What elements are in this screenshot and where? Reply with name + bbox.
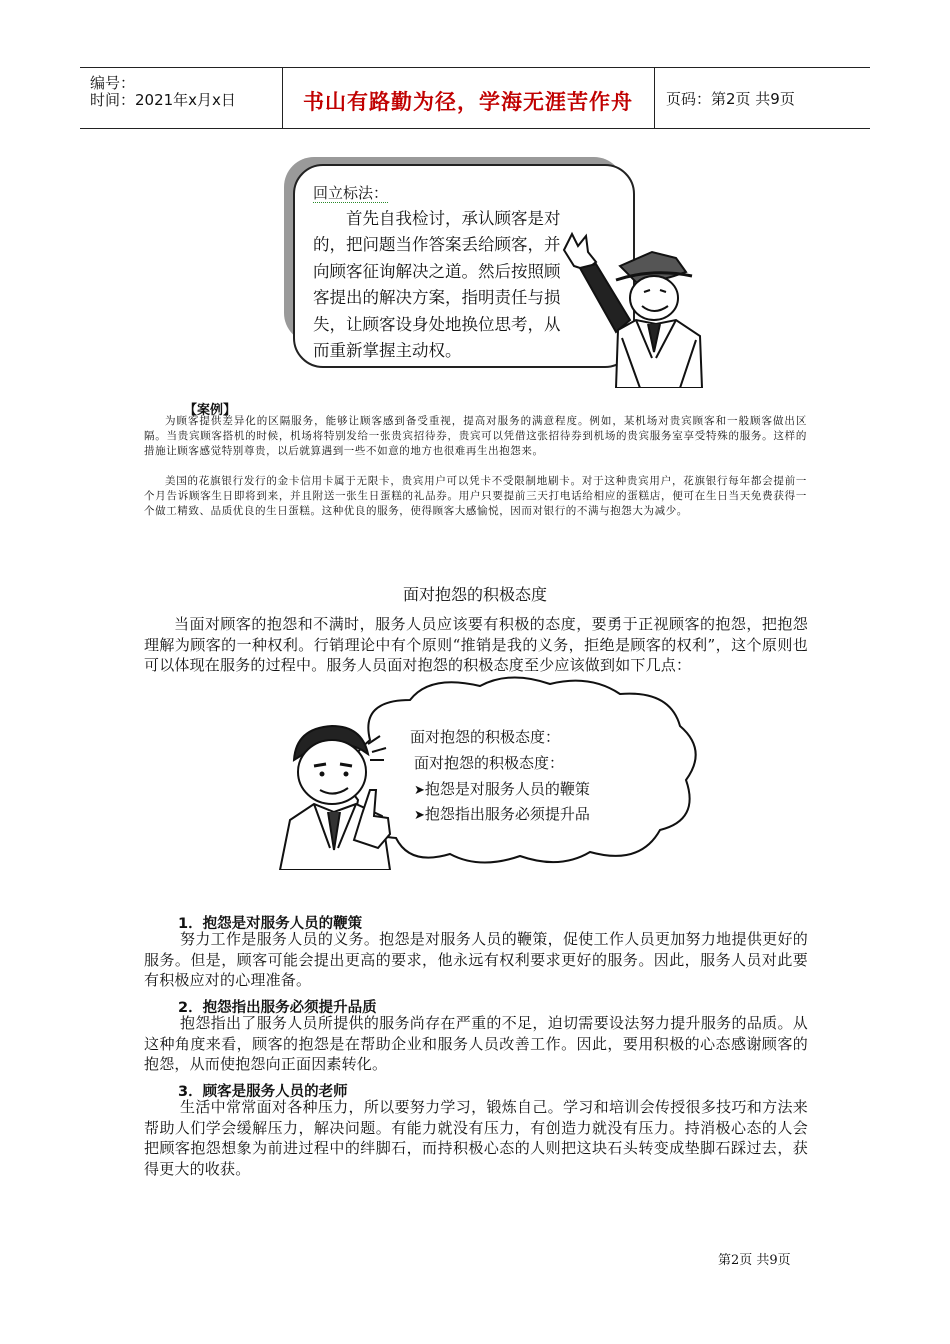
header-bottom-rule bbox=[80, 128, 870, 129]
case-paragraph: 美国的花旗银行发行的金卡信用卡属于无限卡，贵宾用户可以凭卡不受限制地刷卡。对于这种贵宾用户，花旗银行每年都会提前一个月告诉顾客生日即将到来，并且附送一张生日蛋糕的礼品券。用户只要提前三天打电话给相应的蛋糕店，便可在生日当天免费获得一个做工精致、品质优良的生日蛋糕。这种优良的服务，使得顾客大感愉悦，因而对银行的不满与抱怨大为减少。 bbox=[144, 475, 807, 517]
header-divider bbox=[654, 67, 655, 129]
footer-page-number: 第2页 共9页 bbox=[718, 1253, 791, 1268]
point-heading: 2．抱怨指出服务必须提升品质 bbox=[178, 1000, 377, 1016]
case-heading: 【案例】 bbox=[184, 403, 237, 418]
arrow-bullet-icon: ➤ bbox=[414, 783, 425, 798]
document-number-label: 编号： bbox=[90, 74, 136, 92]
point-heading: 3．顾客是服务人员的老师 bbox=[178, 1084, 348, 1100]
presenter-man-illustration bbox=[556, 228, 706, 388]
cloud-title: 面对抱怨的积极态度： bbox=[410, 728, 561, 746]
point-heading: 1．抱怨是对服务人员的鞭策 bbox=[178, 916, 363, 932]
point-body: 生活中常常面对各种压力，所以要努力学习，锻炼自己。学习和培训会传授很多技巧和方法来帮助人们学会缓解压力，解决问题。有能力就没有压力，有创造力就没有压力。持消极心态的人会把顾客抱怨想象为前进过程中的绊脚石，而持积极心态的人则把这块石头转变成垫脚石踩过去，获得更大的收获。 bbox=[144, 1098, 808, 1178]
cloud-bullet: ➤抱怨是对服务人员的鞭策 bbox=[414, 780, 590, 798]
speech-box-title: 回立标法： bbox=[313, 184, 389, 202]
header-motto: 书山有路勤为径，学海无涯苦作舟 bbox=[303, 90, 633, 114]
speech-box-text: 首先自我检讨，承认顾客是对的，把问题当作答案丢给顾客，并向顾客征询解决之道。然后按照顾客提出的解决方案，指明责任与损失，让顾客设身处地换位思考，从而重新掌握主动权。 bbox=[313, 209, 561, 361]
point-body: 努力工作是服务人员的义务。抱怨是对服务人员的鞭策，促使工作人员更加努力地提供更好的服务。但是，顾客可能会提出更高的要求，他永远有权利要求更好的服务。因此，服务人员对此要有积极应对的心理准备。 bbox=[144, 930, 808, 989]
section-title: 面对抱怨的积极态度 bbox=[402, 585, 547, 604]
pointing-man-illustration bbox=[270, 720, 410, 870]
case-paragraph: 为顾客提供差异化的区隔服务，能够让顾客感到备受重视，提高对服务的满意程度。例如，某机场对贵宾顾客和一般顾客做出区隔。当贵宾顾客搭机的时候，机场将特别发给一张贵宾招待券，贵宾可以凭借这张招待券到机场的贵宾服务室享受特殊的服务。这样的措施让顾客感觉特别尊贵，以后就算遇到一些不如意的地方也很难再生出抱怨来。 bbox=[144, 415, 807, 457]
cloud-subtitle: 面对抱怨的积极态度： bbox=[414, 754, 565, 772]
cloud-bullet: ➤抱怨指出服务必须提升品 bbox=[414, 805, 590, 823]
header-page-number: 页码：第2页 共9页 bbox=[666, 90, 795, 108]
document-date: 时间：2021年x月x日 bbox=[90, 91, 236, 109]
section-intro: 当面对顾客的抱怨和不满时，服务人员应该要有积极的态度，要勇于正视顾客的抱怨，把抱怨理解为顾客的一种权利。行销理论中有个原则“推销是我的义务，拒绝是顾客的权利”，这个原则也可以体现在服务的过程中。服务人员面对抱怨的积极态度至少应该做到如下几点： bbox=[144, 615, 808, 674]
point-body: 抱怨指出了服务人员所提供的服务尚存在严重的不足，迫切需要设法努力提升服务的品质。从这种角度来看，顾客的抱怨是在帮助企业和服务人员改善工作。因此，要用积极的心态感谢顾客的抱怨，从而使抱怨向正面因素转化。 bbox=[144, 1014, 808, 1073]
arrow-bullet-icon: ➤ bbox=[414, 808, 425, 823]
header-top-rule bbox=[80, 67, 870, 68]
